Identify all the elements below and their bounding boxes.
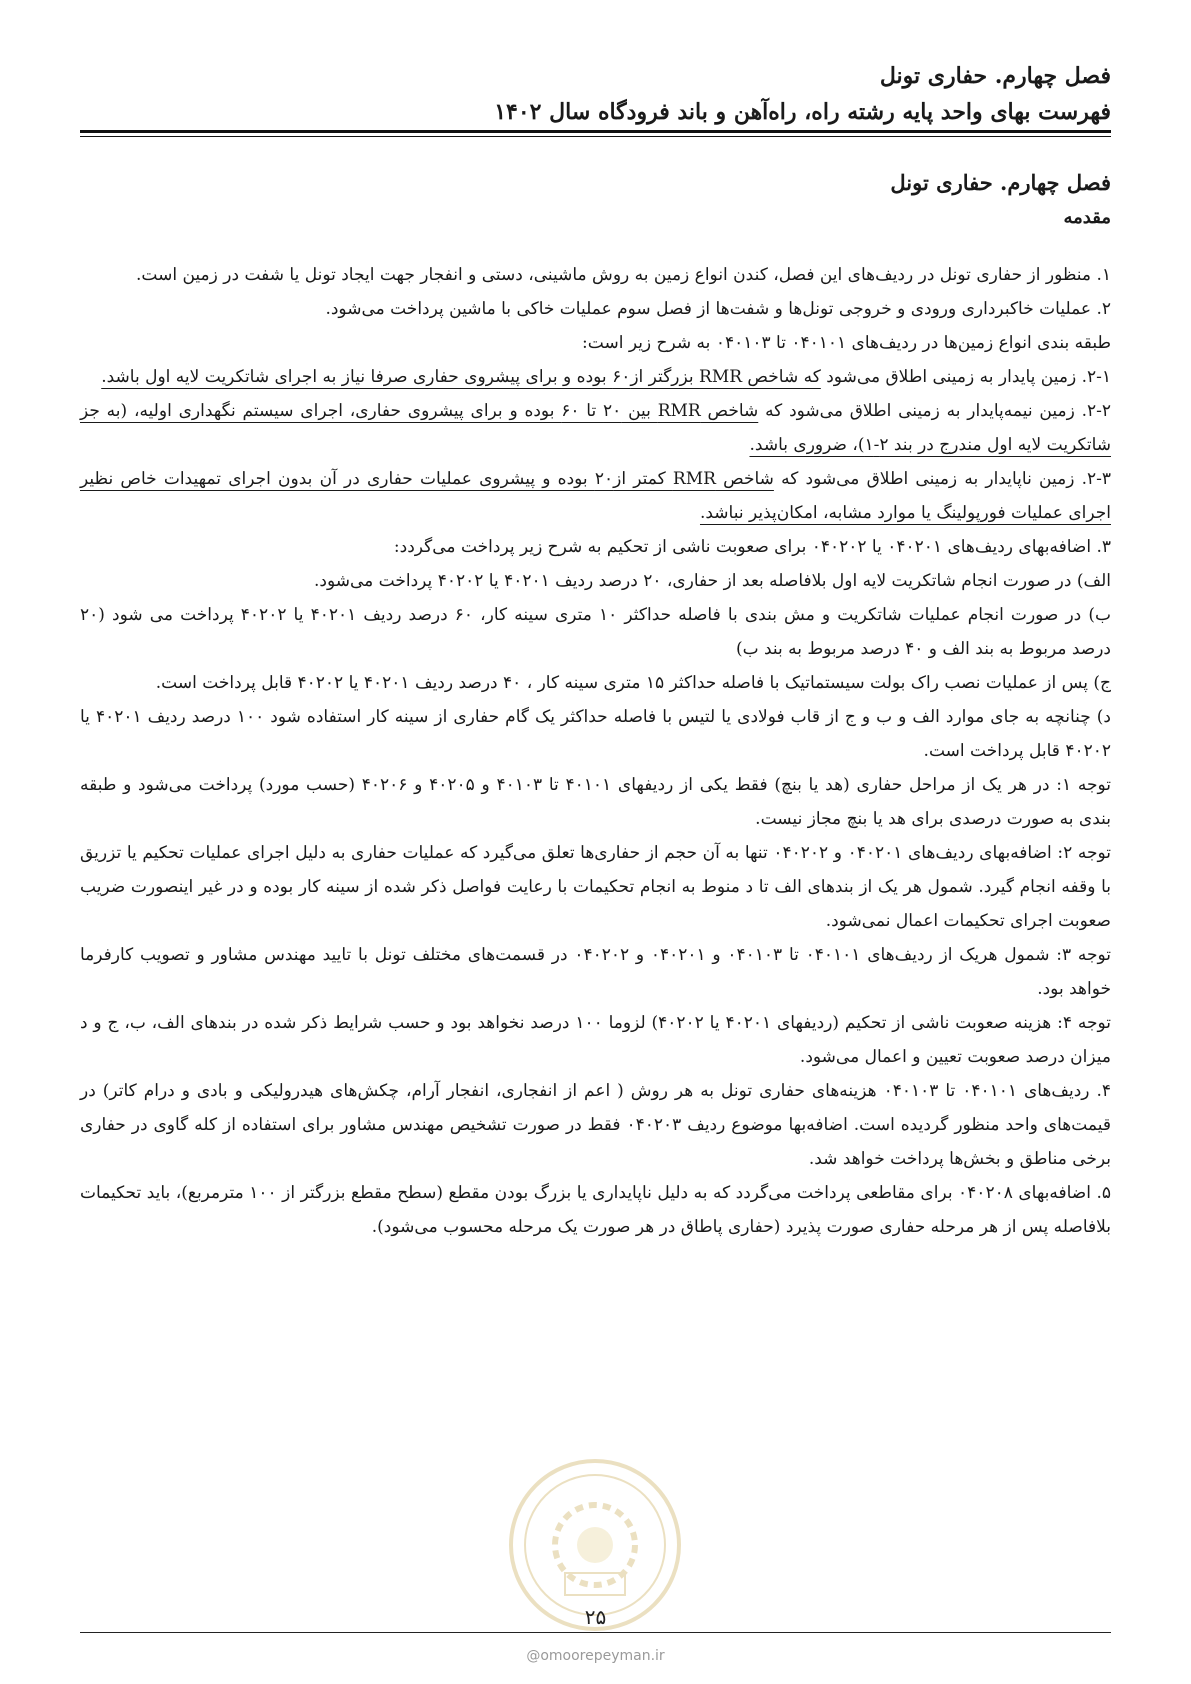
paragraph-classification-intro: طبقه بندی انواع زمین‌ها در ردیف‌های ۰۴۰۱۰۱ تا ۰۴۰۱۰۳ به شرح زیر است:: [582, 333, 1111, 353]
paragraph-2-3: [80, 462, 1111, 530]
note-4: توجه ۴: هزینه صعوبت ناشی از تحکیم (ردیفهای ۴۰۲۰۱ یا ۴۰۲۰۲) لزوما ۱۰۰ درصد نخواهد بود و حسب شرایط ذکر شده در بندهای الف، ب، ج و د میزان درصد صعوبت تعیین و اعمال می‌شود.: [80, 1013, 1112, 1067]
header-catalog-title: فهرست بهای واحد پایه رشته راه، راه‌آهن و باند فرودگاه سال ۱۴۰۲: [494, 99, 1111, 125]
page-header: [80, 58, 1111, 130]
body-text: [80, 258, 1111, 1244]
paragraph-2-1-underlined: که شاخص RMR بزرگتر از۶۰ بوده و برای پیشروی حفاری صرفا نیاز به اجرای شاتکریت لایه اول باشد.: [101, 367, 821, 387]
paragraph-1: ۱. منظور از حفاری تونل در ردیف‌های این فصل، کندن انواع زمین به روش ماشینی، دستی و انفجار جهت ایجاد تونل یا شفت در زمین است.: [136, 265, 1111, 285]
paragraph-2: ۲. عملیات خاکبرداری ورودی و خروجی تونل‌ها و شفت‌ها از فصل سوم عملیات خاکی با ماشین پرداخت می‌شود.: [325, 299, 1111, 319]
page-number: ۲۵: [584, 1605, 607, 1629]
paragraph-2-1-lead: ۲-۱. زمین پایدار به زمینی اطلاق می‌شود: [826, 367, 1111, 387]
paragraph-2-2-lead: ۲-۲. زمین نیمه‌پایدار به زمینی اطلاق می‌شود که: [765, 401, 1111, 421]
site-watermark: @omoorepeyman.ir: [526, 1648, 665, 1664]
note-1: توجه ۱: در هر یک از مراحل حفاری (هد یا بنچ) فقط یکی از ردیفهای ۴۰۱۰۱ تا ۴۰۱۰۳ و ۴۰۲۰۵ و ۴۰۲۰۶ (حسب مورد) پرداخت می‌شود و طبقه بندی به صورت درصدی برای هد یا بنچ مجاز نیست.: [80, 775, 1111, 829]
paragraph-2-2: [80, 394, 1111, 462]
note-2: توجه ۲: اضافه‌بهای ردیف‌های ۰۴۰۲۰۱ و ۰۴۰۲۰۲ تنها به آن حجم از حفاری‌ها تعلق می‌گیرد که عملیات حفاری به دلیل اجرای عملیات تحکیم یا تزریق با وقفه انجام گیرد. شمول هر یک از بندهای الف تا د منوط به انجام تحکیمات با رعایت فواصل ذکر شده از سینه کار بوده و در غیر اینصورت ضریب صعوبت اجرای تحکیمات اعمال نمی‌شود.: [80, 843, 1111, 931]
paragraph-4: ۴. ردیف‌های ۰۴۰۱۰۱ تا ۰۴۰۱۰۳ هزینه‌های حفاری تونل به هر روش ( اعم از انفجاری، انفجار آرام، چکش‌های هیدرولیکی و بادی و درام کاتر) در قیمت‌های واحد منظور گردیده است. اضافه‌بها موضوع ردیف ۰۴۰۲۰۳ فقط در صورت تشخیص مهندس مشاور برای استفاده از کله گاوی در حفاری برخی مناطق و بخش‌ها پرداخت خواهد شد.: [80, 1081, 1111, 1169]
section-subtitle: مقدمه: [1063, 207, 1111, 228]
paragraph-2-3-underlined: شاخص RMR کمتر از۲۰ بوده و پیشروی عملیات حفاری در آن بدون اجرای تمهیدات خاص نظیر اجرای عملیات فورپولینگ یا موارد مشابه، امکان‌پذیر نباشد.: [80, 469, 1111, 523]
header-rule-thick: [80, 130, 1111, 133]
footer-rule: [80, 1632, 1111, 1633]
paragraph-2-3-lead: ۲-۳. زمین ناپایدار به زمینی اطلاق می‌شود که: [781, 469, 1112, 489]
paragraph-3-alef: الف) در صورت انجام شاتکریت لایه اول بلافاصله بعد از حفاری، ۲۰ درصد ردیف ۴۰۲۰۱ یا ۴۰۲۰۲ پرداخت می‌شود.: [314, 571, 1111, 591]
paragraph-5: ۵. اضافه‌بهای ۰۴۰۲۰۸ برای مقاطعی پرداخت می‌گردد که به دلیل ناپایداری یا بزرگ بودن مقطع (سطح مقطع بزرگتر از ۱۰۰ مترمربع)، باید تحکیمات بلافاصله پس از هر مرحله حفاری صورت پذیرد (حفاری پاطاق در هر صورت یک مرحله محسوب می‌شود).: [80, 1183, 1112, 1237]
paragraph-3: ۳. اضافه‌بهای ردیف‌های ۰۴۰۲۰۱ یا ۰۴۰۲۰۲ برای صعوبت ناشی از تحکیم به شرح زیر پرداخت می‌گردد:: [393, 537, 1111, 557]
note-3: توجه ۳: شمول هریک از ردیف‌های ۰۴۰۱۰۱ تا ۰۴۰۱۰۳ و ۰۴۰۲۰۱ و ۰۴۰۲۰۲ در قسمت‌های مختلف تونل با تایید مهندس مشاور و تصویب کارفرما خواهد بود.: [80, 945, 1111, 999]
header-rule-thin: [80, 136, 1111, 137]
paragraph-3-be: ب) در صورت انجام عملیات شاتکریت و مش بندی با فاصله حداکثر ۱۰ متری سینه کار، ۶۰ درصد ردیف ۴۰۲۰۱ یا ۴۰۲۰۲ پرداخت می شود (۲۰ درصد مربوط به بند الف و ۴۰ درصد مربوط به بند ب): [80, 605, 1111, 659]
header-chapter-title: فصل چهارم. حفاری تونل: [879, 63, 1111, 89]
section-title: فصل چهارم. حفاری تونل: [890, 170, 1111, 195]
paragraph-2-2-underlined: شاخص RMR بین ۲۰ تا ۶۰ بوده و برای پیشروی حفاری، اجرای سیستم نگهداری اولیه، (به جز شاتکریت لایه اول مندرج در بند ۲-۱)، ضروری باشد.: [80, 401, 1111, 455]
paragraph-3-jim: ج) پس از عملیات نصب راک بولت سیستماتیک با فاصله حداکثر ۱۵ متری سینه کار ، ۴۰ درصد ردیف ۴۰۲۰۱ یا ۴۰۲۰۲ قابل پرداخت است.: [155, 673, 1111, 693]
paragraph-3-dal: د) چنانچه به جای موارد الف و ب و ج از قاب فولادی یا لتیس با فاصله حداکثر یک گام حفاری از سینه کار استفاده شود ۱۰۰ درصد ردیف ۴۰۲۰۱ یا ۴۰۲۰۲ قابل پرداخت است.: [80, 707, 1111, 761]
paragraph-2-1: [80, 360, 1111, 394]
